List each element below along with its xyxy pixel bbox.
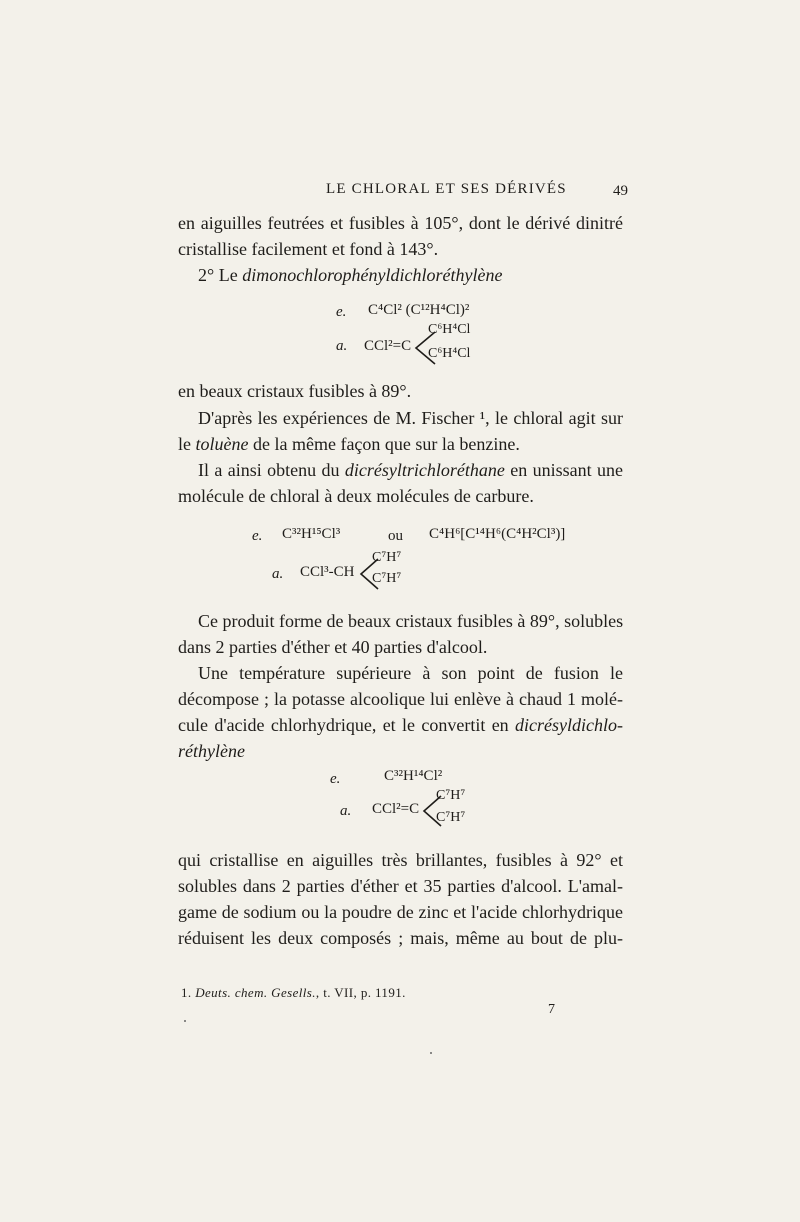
text-line: D'après les expériences de M. Fischer ¹, le chloral agit sur bbox=[198, 408, 623, 428]
atomic-notation-label: a. bbox=[272, 566, 284, 582]
compound-name: toluène bbox=[195, 434, 249, 454]
text-line: Ce produit forme de beaux cristaux fusibles à 89°, solubles bbox=[198, 611, 624, 631]
equivalent-notation-label: e. bbox=[330, 771, 341, 787]
atomic-notation-label: a. bbox=[340, 803, 352, 819]
text-run: cule d'acide chlorhydrique, et le convertit en bbox=[178, 715, 516, 735]
branch-top: C⁷H⁷ bbox=[372, 550, 402, 565]
text-line bbox=[198, 457, 623, 483]
compound-name: dimonochlorophényldichloréthylène bbox=[242, 265, 503, 285]
page-number: 49 bbox=[613, 183, 628, 199]
equivalent-notation-label: e. bbox=[252, 528, 263, 544]
text-run: le bbox=[178, 434, 196, 454]
text-run: de la même façon que sur la benzine. bbox=[248, 434, 520, 454]
atomic-formula-stem: CCl²=C bbox=[364, 338, 412, 354]
text-line: molécule de chloral à deux molécules de carbure. bbox=[178, 486, 534, 506]
text-run: en unissant une bbox=[504, 460, 623, 480]
branch-bottom: C⁷H⁷ bbox=[436, 810, 466, 825]
page-header bbox=[0, 181, 800, 205]
text-line: décompose ; la potasse alcoolique lui enlève à chaud 1 molé- bbox=[178, 689, 623, 709]
footnote bbox=[181, 985, 406, 1001]
footnote-reference: , t. VII, p. 1191. bbox=[315, 985, 406, 1000]
text-line: solubles dans 2 parties d'éther et 35 parties d'alcool. L'amal- bbox=[178, 876, 623, 896]
text-line: en beaux cristaux fusibles à 89°. bbox=[178, 381, 412, 401]
formula-conjunction: ou bbox=[388, 528, 403, 544]
text-line: cristallise facilement et fond à 143°. bbox=[178, 239, 439, 259]
text-line: en aiguilles feutrées et fusibles à 105°, dont le dérivé dinitré bbox=[178, 213, 623, 233]
text-line bbox=[198, 262, 623, 288]
text-run: Il a ainsi obtenu du bbox=[198, 460, 345, 480]
atomic-formula-stem: CCl²=C bbox=[372, 801, 420, 817]
text-line: Une température supérieure à son point de fusion le bbox=[198, 663, 623, 683]
text-line: réthylène bbox=[178, 741, 245, 761]
enumeration: 2° Le bbox=[198, 265, 243, 285]
footnote-number: 1. bbox=[181, 985, 196, 1000]
footnote-source: Deuts. chem. Gesells. bbox=[195, 985, 316, 1000]
equivalent-formula: C³²H¹⁵Cl³ bbox=[282, 526, 341, 542]
compound-name: dicrésyltrichloréthane bbox=[344, 460, 505, 480]
text-line bbox=[178, 712, 623, 738]
equivalent-formula: C³²H¹⁴Cl² bbox=[384, 768, 443, 784]
branch-top: C⁷H⁷ bbox=[436, 788, 466, 803]
running-title: LE CHLORAL ET SES DÉRIVÉS bbox=[326, 181, 567, 197]
equivalent-formula: C⁴Cl² (C¹²H⁴Cl)² bbox=[368, 302, 470, 318]
branch-top: C⁶H⁴Cl bbox=[428, 322, 471, 337]
equivalent-notation-label: e. bbox=[336, 304, 347, 320]
signature-mark: 7 bbox=[548, 1002, 555, 1017]
paper-speck bbox=[184, 1020, 186, 1022]
text-line: dans 2 parties d'éther et 40 parties d'alcool. bbox=[178, 637, 488, 657]
text-line: game de sodium ou la poudre de zinc et l'acide chlorhydrique bbox=[178, 902, 623, 922]
text-line: réduisent les deux composés ; mais, même au bout de plu- bbox=[178, 928, 623, 948]
text-line bbox=[178, 431, 623, 457]
branch-bottom: C⁷H⁷ bbox=[372, 571, 402, 586]
atomic-notation-label: a. bbox=[336, 338, 348, 354]
compound-name: dicrésyldichlo- bbox=[515, 715, 623, 735]
branch-bottom: C⁶H⁴Cl bbox=[428, 346, 471, 361]
paper-speck bbox=[430, 1052, 432, 1054]
atomic-formula-stem: CCl³-CH bbox=[300, 564, 355, 580]
alternative-formula: C⁴H⁶[C¹⁴H⁶(C⁴H²Cl³)] bbox=[429, 526, 566, 542]
text-line: qui cristallise en aiguilles très brillantes, fusibles à 92° et bbox=[178, 850, 623, 870]
